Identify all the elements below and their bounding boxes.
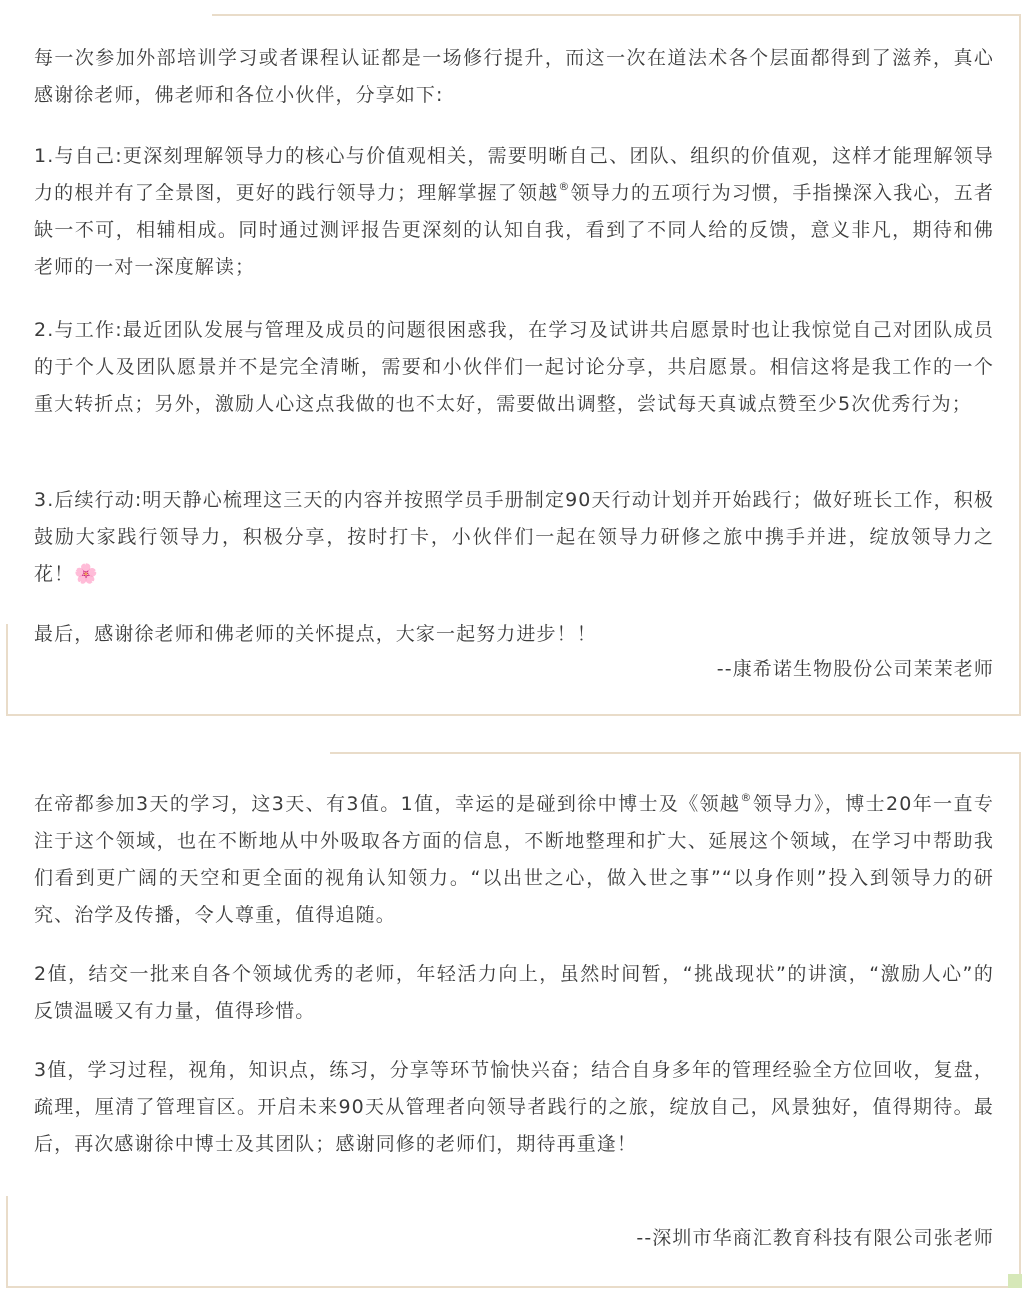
paragraph-second-value: 2值，结交一批来自各个领域优秀的老师，年轻活力向上，虽然时间暂，“挑战现状”的讲演，“激励人心”的反馈温暖又有力量，值得珍惜。	[34, 963, 994, 1022]
registered-mark: ®	[740, 790, 753, 804]
signature: --深圳市华商汇教育科技有限公司张老师	[636, 1227, 994, 1249]
paragraph-third-value: 3值，学习过程，视角，知识点，练习，分享等环节愉快兴奋；结合自身多年的管理经验全方位回收，复盘，疏理，厘清了管理盲区。开启未来90天从管理者向领导者践行的之旅，绽放自己，风景独好，值得期待。最后，再次感谢徐中博士及其团队；感谢同修的老师们，期待再重逢！	[34, 1059, 994, 1155]
signature: --康希诺生物股份公司茉茉老师	[716, 658, 994, 680]
paragraph-intro: 每一次参加外部培训学习或者课程认证都是一场修行提升，而这一次在道法术各个层面都得到了滋养，真心感谢徐老师，佛老师和各位小伙伴，分享如下:	[34, 47, 994, 106]
paragraph-self: 1.与自己:更深刻理解领导力的核心与价值观相关，需要明晰自己、团队、组织的价值观，这样才能理解领导力的根并有了全景图，更好的践行领导力；理解掌握了领越®领导力的五项行为习惯，手指操深入我心，五者缺一不可，相辅相成。同时通过测评报告更深刻的认知自我，看到了不同人给的反馈，意义非凡，期待和佛老师的一对一深度解读；	[34, 145, 994, 278]
card-right-border	[1019, 752, 1021, 1288]
paragraph-thanks: 最后，感谢徐老师和佛老师的关怀提点，大家一起努力进步！！	[34, 623, 597, 645]
paragraph-three-values: 在帝都参加3天的学习，这3天、有3值。1值，幸运的是碰到徐中博士及《领越®领导力》，博士20年一直专注于这个领域，也在不断地从中外吸取各方面的信息，不断地整理和扩大、延展这个领域，在学习中帮助我们看到更广阔的天空和更全面的视角认知领力。“以出世之心，做入世之事”“以身作则”投入到领导力的研究、治学及传播，令人尊重，值得追随。	[34, 790, 994, 926]
card-left-border	[6, 624, 8, 716]
registered-mark: ®	[558, 179, 571, 193]
paragraph-work: 2.与工作:最近团队发展与管理及成员的问题很困惑我，在学习及试讲共启愿景时也让我惊觉自己对团队成员的于个人及团队愿景并不是完全清晰，需要和小伙伴们一起讨论分享，共启愿景。相信这将是我工作的一个重大转折点；另外，激励人心这点我做的也不太好，需要做出调整，尝试每天真诚点赞至少5次优秀行为；	[34, 319, 994, 415]
card-top-border	[330, 752, 1020, 754]
card-top-border	[212, 14, 1020, 16]
testimonial-card-2	[0, 750, 1032, 1290]
corner-accent	[1008, 1274, 1022, 1288]
paragraph-actions: 3.后续行动:明天静心梳理这三天的内容并按照学员手册制定90天行动计划并开始践行；做好班长工作，积极鼓励大家践行领导力，积极分享，按时打卡，小伙伴们一起在领导力研修之旅中携手并进，绽放领导力之花！🌸	[34, 489, 994, 585]
card-bottom-border	[6, 714, 1021, 716]
card-left-border	[6, 1196, 8, 1288]
card-bottom-border	[6, 1286, 1021, 1288]
card-right-border	[1019, 14, 1021, 716]
